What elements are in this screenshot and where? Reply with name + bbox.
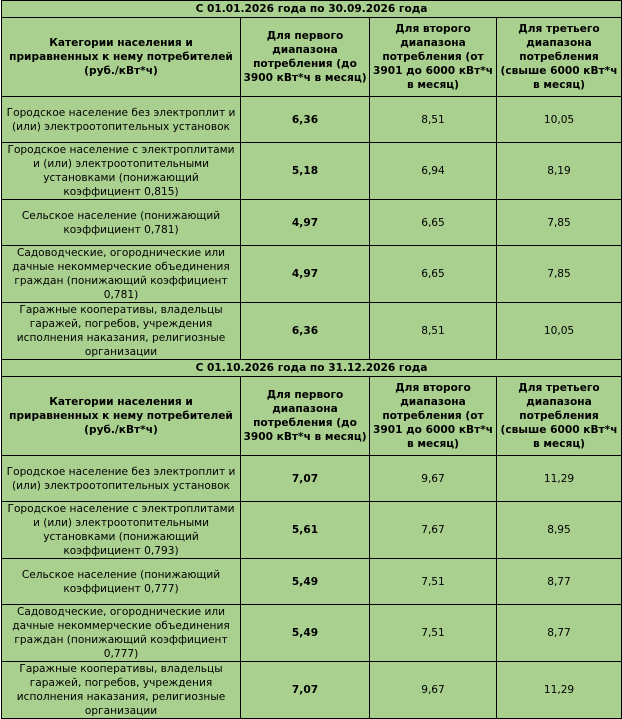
header-first-range: Для первого диапазона потребления (до 3900 кВт*ч в месяц) (241, 377, 370, 456)
third-range-value: 11,29 (497, 456, 622, 502)
table-row (2, 143, 622, 200)
category-cell: Садоводческие, огороднические или дачные некоммерческие объединения граждан (понижающий коэффициент 0,781) (2, 246, 241, 303)
header-category: Категории населения и приравненных к нему потребителей (руб./кВт*ч) (2, 377, 241, 456)
category-cell: Сельское население (понижающий коэффициент 0,781) (2, 200, 241, 246)
header-third-range: Для третьего диапазона потребления (свыше 6000 кВт*ч в месяц) (497, 377, 622, 456)
header-third-range: Для третьего диапазона потребления (свыше 6000 кВт*ч в месяц) (497, 18, 622, 97)
second-range-value: 9,67 (370, 662, 497, 719)
second-range-value: 7,67 (370, 502, 497, 559)
first-range-value: 5,61 (241, 502, 370, 559)
second-range-value: 6,65 (370, 246, 497, 303)
table-row (2, 456, 622, 502)
table-row (2, 97, 622, 143)
second-range-value: 8,51 (370, 97, 497, 143)
first-range-value: 6,36 (241, 303, 370, 360)
period-row-1 (2, 1, 622, 18)
category-cell: Городское население с электроплитами и (или) электроотопительными установками (понижающий коэффициент 0,815) (2, 143, 241, 200)
table-row (2, 303, 622, 360)
header-second-range: Для второго диапазона потребления (от 3901 до 6000 кВт*ч в месяц) (370, 377, 497, 456)
third-range-value: 7,85 (497, 246, 622, 303)
category-cell: Городское население без электроплит и (или) электроотопительных установок (2, 97, 241, 143)
first-range-value: 7,07 (241, 456, 370, 502)
third-range-value: 8,19 (497, 143, 622, 200)
category-cell: Городское население с электроплитами и (или) электроотопительными установками (понижающий коэффициент 0,793) (2, 502, 241, 559)
first-range-value: 5,18 (241, 143, 370, 200)
first-range-value: 7,07 (241, 662, 370, 719)
second-range-value: 7,51 (370, 605, 497, 662)
period-row-2 (2, 360, 622, 377)
header-category: Категории населения и приравненных к нему потребителей (руб./кВт*ч) (2, 18, 241, 97)
second-range-value: 6,65 (370, 200, 497, 246)
category-cell: Сельское население (понижающий коэффициент 0,777) (2, 559, 241, 605)
first-range-value: 6,36 (241, 97, 370, 143)
third-range-value: 7,85 (497, 200, 622, 246)
second-range-value: 8,51 (370, 303, 497, 360)
first-range-value: 4,97 (241, 200, 370, 246)
first-range-value: 5,49 (241, 559, 370, 605)
third-range-value: 10,05 (497, 97, 622, 143)
second-range-value: 7,51 (370, 559, 497, 605)
third-range-value: 11,29 (497, 662, 622, 719)
category-cell: Садоводческие, огороднические или дачные некоммерческие объединения граждан (понижающий коэффициент 0,777) (2, 605, 241, 662)
third-range-value: 10,05 (497, 303, 622, 360)
category-cell: Гаражные кооперативы, владельцы гаражей, погребов, учреждения исполнения наказания, религиозные организации (2, 303, 241, 360)
second-range-value: 6,94 (370, 143, 497, 200)
header-row-1 (2, 18, 622, 97)
third-range-value: 8,95 (497, 502, 622, 559)
tariff-table (1, 0, 622, 719)
first-range-value: 4,97 (241, 246, 370, 303)
table-row (2, 200, 622, 246)
table-row (2, 605, 622, 662)
third-range-value: 8,77 (497, 605, 622, 662)
table-row (2, 502, 622, 559)
second-range-value: 9,67 (370, 456, 497, 502)
category-cell: Гаражные кооперативы, владельцы гаражей, погребов, учреждения исполнения наказания, религиозные организации (2, 662, 241, 719)
header-second-range: Для второго диапазона потребления (от 3901 до 6000 кВт*ч в месяц) (370, 18, 497, 97)
table-row (2, 559, 622, 605)
table-row (2, 246, 622, 303)
first-range-value: 5,49 (241, 605, 370, 662)
category-cell: Городское население без электроплит и (или) электроотопительных установок (2, 456, 241, 502)
third-range-value: 8,77 (497, 559, 622, 605)
header-row-2 (2, 377, 622, 456)
table-row (2, 662, 622, 719)
period-title: С 01.10.2026 года по 31.12.2026 года (2, 360, 622, 377)
period-title: С 01.01.2026 года по 30.09.2026 года (2, 1, 622, 18)
header-first-range: Для первого диапазона потребления (до 3900 кВт*ч в месяц) (241, 18, 370, 97)
